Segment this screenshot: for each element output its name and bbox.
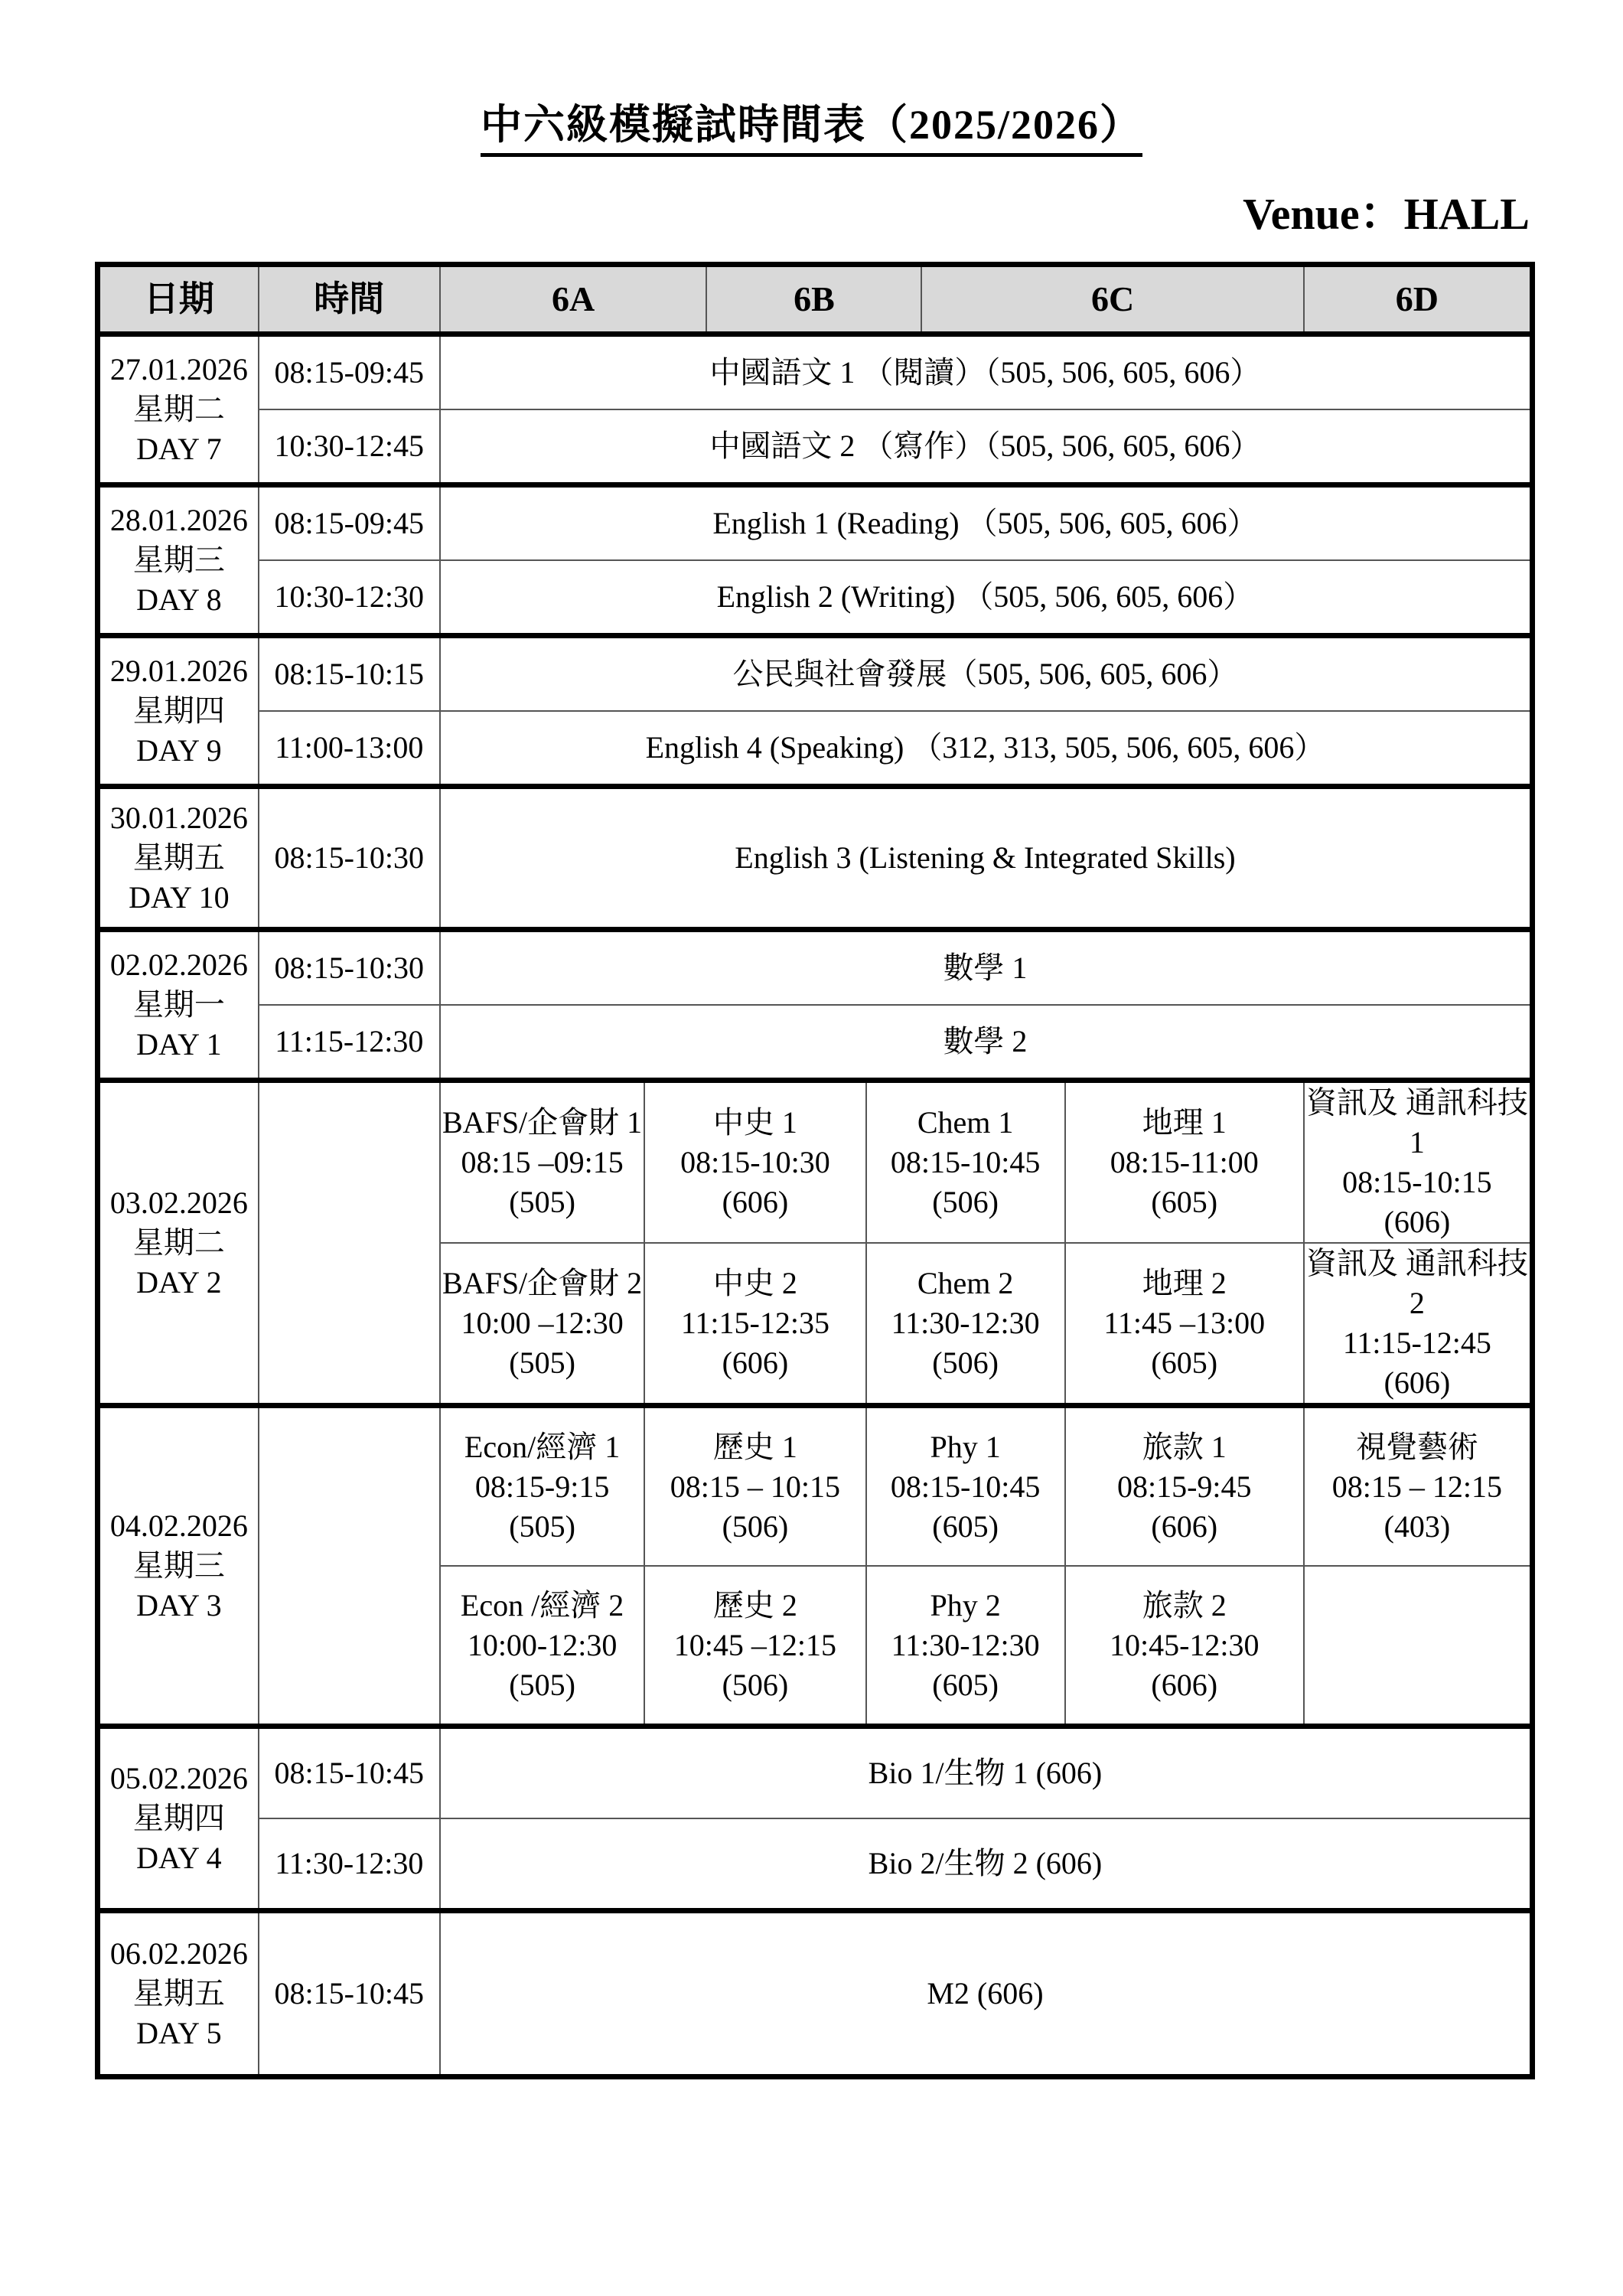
schedule-row xyxy=(98,485,1533,561)
header-time: 時間 xyxy=(259,265,440,334)
subject-cell: 中國語文 1 （閱讀）（505, 506, 605, 606） xyxy=(440,334,1533,410)
date-cell xyxy=(98,636,259,787)
subject-cell: English 1 (Reading) （505, 506, 605, 606） xyxy=(440,485,1533,561)
elective-subject: 歷史 2 xyxy=(712,1587,797,1623)
time-cell: 10:30-12:30 xyxy=(259,560,440,636)
venue-label: Venue：HALL xyxy=(1243,189,1530,239)
time-cell: 10:30-12:45 xyxy=(259,409,440,485)
elective-room: (506) xyxy=(932,1345,999,1380)
header-6a: 6A xyxy=(440,265,707,334)
day-number: DAY 2 xyxy=(136,1265,222,1300)
day-number: DAY 4 xyxy=(136,1841,222,1875)
elective-room: (606) xyxy=(1151,1508,1218,1544)
elective-room: (505) xyxy=(509,1185,575,1219)
exam-date: 29.01.2026 xyxy=(109,654,248,688)
time-cell: 11:30-12:30 xyxy=(259,1818,440,1911)
date-cell xyxy=(98,1081,259,1406)
elective-cell xyxy=(440,1406,644,1567)
exam-date: 30.01.2026 xyxy=(109,801,248,835)
elective-room: (606) xyxy=(1151,1667,1218,1702)
subject-cell: 公民與社會發展（505, 506, 605, 606） xyxy=(440,636,1533,712)
header-date: 日期 xyxy=(98,265,259,334)
exam-schedule-table xyxy=(95,262,1535,2079)
elective-time: 11:45 –13:00 xyxy=(1103,1306,1266,1340)
elective-room: (606) xyxy=(1383,1205,1451,1239)
date-cell xyxy=(98,1911,259,2077)
schedule-row xyxy=(98,711,1533,787)
elective-subject: 視覺藝術 xyxy=(1355,1429,1478,1464)
elective-cell xyxy=(866,1406,1065,1567)
elective-subject: BAFS/企會財 1 xyxy=(442,1105,643,1140)
elective-row xyxy=(98,1406,1533,1567)
elective-subject: 中史 2 xyxy=(712,1266,797,1300)
date-cell xyxy=(98,334,259,485)
header-6b: 6B xyxy=(706,265,921,334)
date-cell xyxy=(98,1406,259,1727)
elective-time: 08:15 – 10:15 xyxy=(670,1469,841,1504)
subject-cell: 數學 2 xyxy=(440,1005,1533,1081)
subject-cell: 中國語文 2 （寫作）（505, 506, 605, 606） xyxy=(440,409,1533,485)
elective-subject: 中史 1 xyxy=(712,1105,797,1140)
elective-time: 08:15-10:45 xyxy=(890,1145,1041,1179)
weekday: 星期二 xyxy=(132,392,225,426)
elective-cell xyxy=(440,1566,644,1727)
weekday: 星期四 xyxy=(132,693,225,728)
elective-subject: 地理 2 xyxy=(1142,1266,1227,1300)
schedule-row xyxy=(98,334,1533,410)
elective-subject: Chem 1 xyxy=(917,1105,1014,1140)
elective-time: 08:15-9:45 xyxy=(1116,1469,1252,1504)
time-cell-empty xyxy=(259,1406,440,1727)
elective-cell xyxy=(1304,1406,1533,1567)
elective-cell xyxy=(1304,1081,1533,1244)
elective-time: 10:45 –12:15 xyxy=(673,1627,837,1662)
timetable xyxy=(95,262,1535,2079)
elective-cell xyxy=(644,1243,865,1406)
elective-subject: 歷史 1 xyxy=(712,1429,797,1464)
header-6d: 6D xyxy=(1304,265,1533,334)
elective-subject: 地理 1 xyxy=(1142,1105,1227,1140)
time-cell: 11:15-12:30 xyxy=(259,1005,440,1081)
elective-room: (505) xyxy=(509,1508,575,1544)
schedule-row xyxy=(98,787,1533,930)
header-6c: 6C xyxy=(921,265,1303,334)
schedule-row xyxy=(98,560,1533,636)
elective-subject: BAFS/企會財 2 xyxy=(442,1266,643,1300)
elective-room: (606) xyxy=(722,1345,789,1380)
schedule-row xyxy=(98,1911,1533,2077)
day-number: DAY 8 xyxy=(136,582,222,617)
subject-cell: English 2 (Writing) （505, 506, 605, 606） xyxy=(440,560,1533,636)
elective-time: 08:15-11:00 xyxy=(1110,1145,1259,1179)
elective-room: (606) xyxy=(1383,1365,1451,1400)
exam-date: 02.02.2026 xyxy=(109,947,248,982)
weekday: 星期二 xyxy=(132,1225,225,1260)
time-cell: 08:15-10:30 xyxy=(259,930,440,1006)
subject-cell: 數學 1 xyxy=(440,930,1533,1006)
elective-subject: Phy 1 xyxy=(930,1429,1001,1464)
elective-cell xyxy=(644,1566,865,1727)
elective-cell xyxy=(644,1406,865,1567)
day-number: DAY 9 xyxy=(136,733,222,768)
exam-date: 05.02.2026 xyxy=(109,1761,248,1795)
elective-room: (505) xyxy=(509,1667,575,1702)
date-cell xyxy=(98,930,259,1081)
elective-subject: Phy 2 xyxy=(930,1587,1001,1623)
elective-cell xyxy=(440,1243,644,1406)
elective-time: 10:00 –12:30 xyxy=(461,1306,624,1340)
time-cell: 08:15-09:45 xyxy=(259,485,440,561)
time-cell: 08:15-10:30 xyxy=(259,787,440,930)
elective-time: 11:15-12:45 xyxy=(1342,1326,1491,1360)
day-number: DAY 3 xyxy=(136,1588,222,1623)
weekday: 星期五 xyxy=(132,1976,225,2011)
subject-cell: Bio 1/生物 1 (606) xyxy=(440,1727,1533,1819)
elective-time: 08:15-10:15 xyxy=(1342,1165,1492,1199)
elective-time: 10:00-12:30 xyxy=(467,1627,618,1662)
elective-time: 08:15 – 12:15 xyxy=(1331,1469,1503,1504)
subject-cell: English 4 (Speaking) （312, 313, 505, 506, 605, 606） xyxy=(440,711,1533,787)
elective-cell xyxy=(1065,1243,1304,1406)
elective-room: (505) xyxy=(509,1345,575,1380)
elective-time: 11:30-12:30 xyxy=(891,1306,1040,1340)
elective-room: (403) xyxy=(1383,1508,1451,1544)
weekday: 星期五 xyxy=(132,840,225,875)
elective-time: 08:15 –09:15 xyxy=(461,1145,624,1179)
elective-room: (506) xyxy=(722,1508,789,1544)
weekday: 星期三 xyxy=(132,1548,225,1583)
day-number: DAY 5 xyxy=(136,2016,222,2050)
elective-cell xyxy=(1065,1566,1304,1727)
elective-room: (506) xyxy=(932,1185,999,1219)
elective-room: (606) xyxy=(722,1185,789,1219)
date-cell xyxy=(98,787,259,930)
date-cell xyxy=(98,485,259,636)
exam-date: 03.02.2026 xyxy=(109,1186,248,1220)
elective-row xyxy=(98,1081,1533,1244)
weekday: 星期三 xyxy=(132,543,225,577)
elective-cell xyxy=(1304,1566,1533,1727)
schedule-row xyxy=(98,1727,1533,1819)
subject-cell: M2 (606) xyxy=(440,1911,1533,2077)
exam-date: 28.01.2026 xyxy=(109,503,248,537)
elective-subject: 旅款 1 xyxy=(1142,1429,1227,1464)
day-number: DAY 1 xyxy=(136,1027,222,1062)
time-cell-empty xyxy=(259,1081,440,1406)
elective-time: 08:15-10:45 xyxy=(890,1469,1041,1504)
subject-cell: Bio 2/生物 2 (606) xyxy=(440,1818,1533,1911)
schedule-row xyxy=(98,636,1533,712)
exam-date: 04.02.2026 xyxy=(109,1508,248,1543)
schedule-row xyxy=(98,1818,1533,1911)
elective-room: (506) xyxy=(722,1667,789,1702)
elective-subject: Econ /經濟 2 xyxy=(460,1587,624,1623)
header-row xyxy=(98,265,1533,334)
elective-cell xyxy=(440,1081,644,1244)
elective-cell xyxy=(866,1566,1065,1727)
date-cell xyxy=(98,1727,259,1911)
schedule-row xyxy=(98,409,1533,485)
elective-time: 10:45-12:30 xyxy=(1109,1627,1260,1662)
elective-subject: Econ/經濟 1 xyxy=(464,1429,621,1464)
page-title: 中六級模擬試時間表（2025/2026） xyxy=(481,98,1142,157)
time-cell: 08:15-10:15 xyxy=(259,636,440,712)
elective-time: 11:15-12:35 xyxy=(680,1306,829,1340)
elective-cell xyxy=(866,1243,1065,1406)
time-cell: 08:15-09:45 xyxy=(259,334,440,410)
elective-time: 08:15-9:15 xyxy=(474,1469,610,1504)
exam-date: 06.02.2026 xyxy=(109,1936,248,1971)
elective-subject: 旅款 2 xyxy=(1142,1587,1227,1623)
elective-cell xyxy=(1304,1243,1533,1406)
time-cell: 08:15-10:45 xyxy=(259,1911,440,2077)
elective-cell xyxy=(644,1081,865,1244)
elective-cell xyxy=(1065,1081,1304,1244)
elective-time: 11:30-12:30 xyxy=(891,1627,1040,1662)
elective-subject: Chem 2 xyxy=(917,1266,1014,1300)
elective-room: (605) xyxy=(1151,1345,1218,1380)
weekday: 星期四 xyxy=(132,1801,225,1835)
exam-date: 27.01.2026 xyxy=(109,352,248,386)
schedule-row xyxy=(98,930,1533,1006)
schedule-row xyxy=(98,1005,1533,1081)
day-number: DAY 10 xyxy=(129,880,230,915)
day-number: DAY 7 xyxy=(136,432,222,466)
elective-room: (605) xyxy=(932,1508,999,1544)
subject-cell: English 3 (Listening & Integrated Skills) xyxy=(440,787,1533,930)
elective-room: (605) xyxy=(1151,1185,1218,1219)
time-cell: 08:15-10:45 xyxy=(259,1727,440,1819)
elective-time: 08:15-10:30 xyxy=(680,1145,830,1179)
elective-cell xyxy=(1065,1406,1304,1567)
elective-subject: 資訊及 通訊科技 2 xyxy=(1305,1246,1528,1320)
elective-room: (605) xyxy=(932,1667,999,1702)
weekday: 星期一 xyxy=(132,987,225,1022)
elective-subject: 資訊及 通訊科技 1 xyxy=(1305,1085,1528,1159)
time-cell: 11:00-13:00 xyxy=(259,711,440,787)
elective-cell xyxy=(866,1081,1065,1244)
